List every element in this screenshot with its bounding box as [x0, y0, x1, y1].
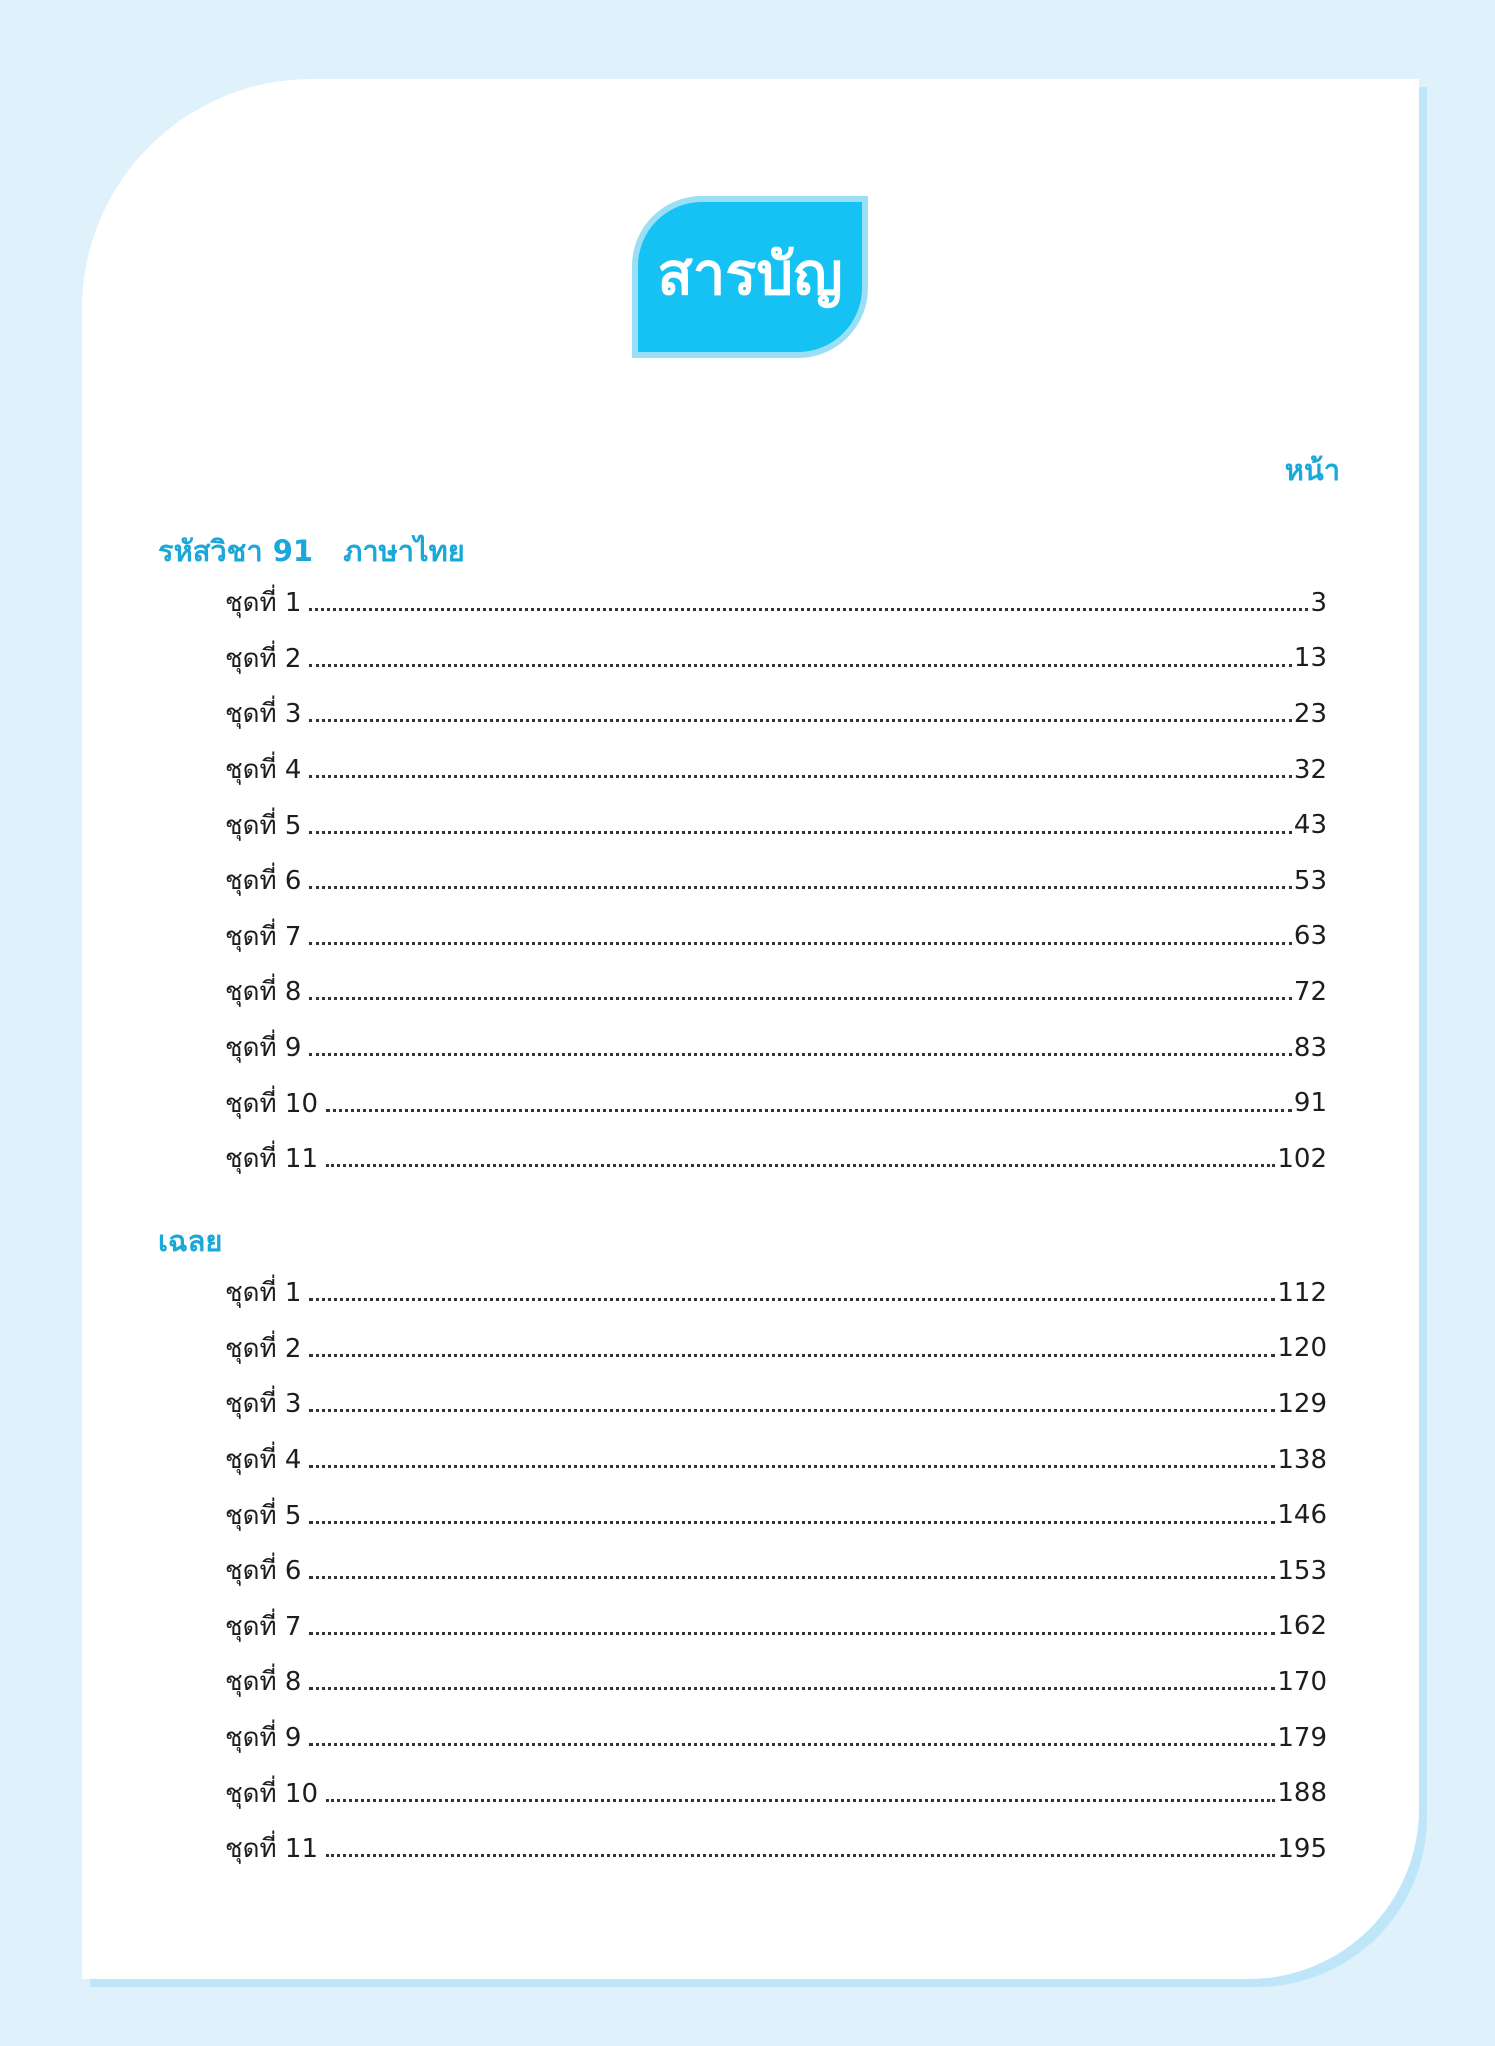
toc-entry-label: ชุดที่ 2 — [225, 1333, 302, 1364]
toc-entry-page: 146 — [1277, 1500, 1327, 1531]
dot-leader — [309, 1687, 1275, 1690]
toc-entry-page: 179 — [1277, 1722, 1327, 1753]
toc-entry[interactable] — [225, 1432, 1327, 1488]
toc-entry-page: 195 — [1277, 1833, 1327, 1864]
dot-leader — [309, 886, 1291, 889]
section-heading-name: ภาษาไทย — [343, 534, 465, 568]
toc-entry-label: ชุดที่ 9 — [225, 1723, 302, 1754]
toc-entry-label: ชุดที่ 4 — [225, 1445, 302, 1476]
page-title: สารบัญ — [657, 240, 843, 308]
toc-entry[interactable] — [225, 964, 1327, 1020]
page-column-label: หน้า — [1284, 453, 1340, 487]
dot-leader — [309, 1354, 1275, 1357]
dot-leader — [309, 1053, 1291, 1056]
toc-entry-page: 170 — [1277, 1666, 1327, 1697]
toc-entry[interactable] — [225, 686, 1327, 742]
toc-entry[interactable] — [225, 853, 1327, 909]
section-heading-thai — [158, 528, 465, 574]
dot-leader — [326, 1164, 1275, 1167]
toc-entry-page: 162 — [1277, 1611, 1327, 1642]
toc-entry-page: 32 — [1293, 754, 1327, 785]
toc-entry-label: ชุดที่ 5 — [225, 810, 302, 841]
toc-entry-label: ชุดที่ 5 — [225, 1500, 302, 1531]
dot-leader — [309, 1409, 1275, 1412]
toc-entry-label: ชุดที่ 8 — [225, 1667, 302, 1698]
toc-entry-label: ชุดที่ 4 — [225, 755, 302, 786]
toc-entry-label: ชุดที่ 3 — [225, 1389, 302, 1420]
dot-leader — [309, 775, 1291, 778]
toc-entry[interactable] — [225, 1821, 1327, 1877]
toc-entry-label: ชุดที่ 6 — [225, 1556, 302, 1587]
dot-leader — [309, 1576, 1275, 1579]
dot-leader — [309, 942, 1291, 945]
toc-entry[interactable] — [225, 575, 1327, 631]
dot-leader — [309, 719, 1291, 722]
toc-entry[interactable] — [225, 742, 1327, 798]
toc-entry-page: 129 — [1277, 1388, 1327, 1419]
toc-entry[interactable] — [225, 1487, 1327, 1543]
toc-entry-page: 72 — [1293, 976, 1327, 1007]
toc-entry-label: ชุดที่ 3 — [225, 699, 302, 730]
dot-leader — [309, 1521, 1275, 1524]
dot-leader — [326, 1109, 1292, 1112]
section-heading-answers — [158, 1218, 242, 1264]
toc-entry[interactable] — [225, 909, 1327, 965]
toc-entry-label: ชุดที่ 9 — [225, 1033, 302, 1064]
toc-entry-page: 53 — [1293, 865, 1327, 896]
toc-entry-page: 102 — [1277, 1143, 1327, 1174]
toc-entry-page: 120 — [1277, 1333, 1327, 1364]
toc-entry[interactable] — [225, 1599, 1327, 1655]
toc-entry-label: ชุดที่ 10 — [225, 1778, 319, 1809]
toc-entry-page: 153 — [1277, 1555, 1327, 1586]
dot-leader — [309, 664, 1291, 667]
dot-leader — [326, 1799, 1275, 1802]
toc-entry-page: 83 — [1293, 1032, 1327, 1063]
toc-entry-page: 13 — [1293, 643, 1327, 674]
toc-entry-page: 43 — [1293, 810, 1327, 841]
toc-entry[interactable] — [225, 1654, 1327, 1710]
toc-entry[interactable] — [225, 1710, 1327, 1766]
section-heading-code: เฉลย — [158, 1224, 223, 1258]
toc-entry-label: ชุดที่ 6 — [225, 866, 302, 897]
toc-entry[interactable] — [225, 797, 1327, 853]
toc-entry[interactable] — [225, 1020, 1327, 1076]
toc-entry[interactable] — [225, 1265, 1327, 1321]
toc-entry-label: ชุดที่ 1 — [225, 588, 302, 619]
toc-entry[interactable] — [225, 631, 1327, 687]
toc-entry[interactable] — [225, 1765, 1327, 1821]
dot-leader — [326, 1854, 1275, 1857]
dot-leader — [309, 1298, 1275, 1301]
toc-entry-page: 23 — [1293, 698, 1327, 729]
toc-list-thai — [225, 575, 1327, 1187]
dot-leader — [309, 997, 1291, 1000]
toc-entry-label: ชุดที่ 10 — [225, 1088, 319, 1119]
toc-entry-page: 138 — [1277, 1444, 1327, 1475]
toc-entry-label: ชุดที่ 7 — [225, 1611, 302, 1642]
toc-entry-page: 63 — [1293, 921, 1327, 952]
toc-entry-label: ชุดที่ 2 — [225, 643, 302, 674]
toc-entry[interactable] — [225, 1543, 1327, 1599]
toc-entry-page: 112 — [1277, 1277, 1327, 1308]
dot-leader — [309, 831, 1291, 834]
toc-entry-label: ชุดที่ 8 — [225, 977, 302, 1008]
toc-entry[interactable] — [225, 1321, 1327, 1377]
toc-entry-label: ชุดที่ 1 — [225, 1278, 302, 1309]
dot-leader — [309, 1743, 1275, 1746]
toc-entry-page: 91 — [1293, 1088, 1327, 1119]
toc-entry[interactable] — [225, 1075, 1327, 1131]
toc-entry[interactable] — [225, 1376, 1327, 1432]
dot-leader — [309, 608, 1308, 611]
toc-entry-page: 3 — [1310, 587, 1327, 618]
toc-entry-label: ชุดที่ 11 — [225, 1834, 319, 1865]
toc-list-answers — [225, 1265, 1327, 1877]
toc-entry-label: ชุดที่ 11 — [225, 1144, 319, 1175]
dot-leader — [309, 1632, 1275, 1635]
toc-entry[interactable] — [225, 1131, 1327, 1187]
toc-entry-label: ชุดที่ 7 — [225, 921, 302, 952]
dot-leader — [309, 1465, 1275, 1468]
section-heading-code: รหัสวิชา 91 — [158, 534, 314, 568]
toc-entry-page: 188 — [1277, 1778, 1327, 1809]
title-badge — [632, 196, 868, 358]
